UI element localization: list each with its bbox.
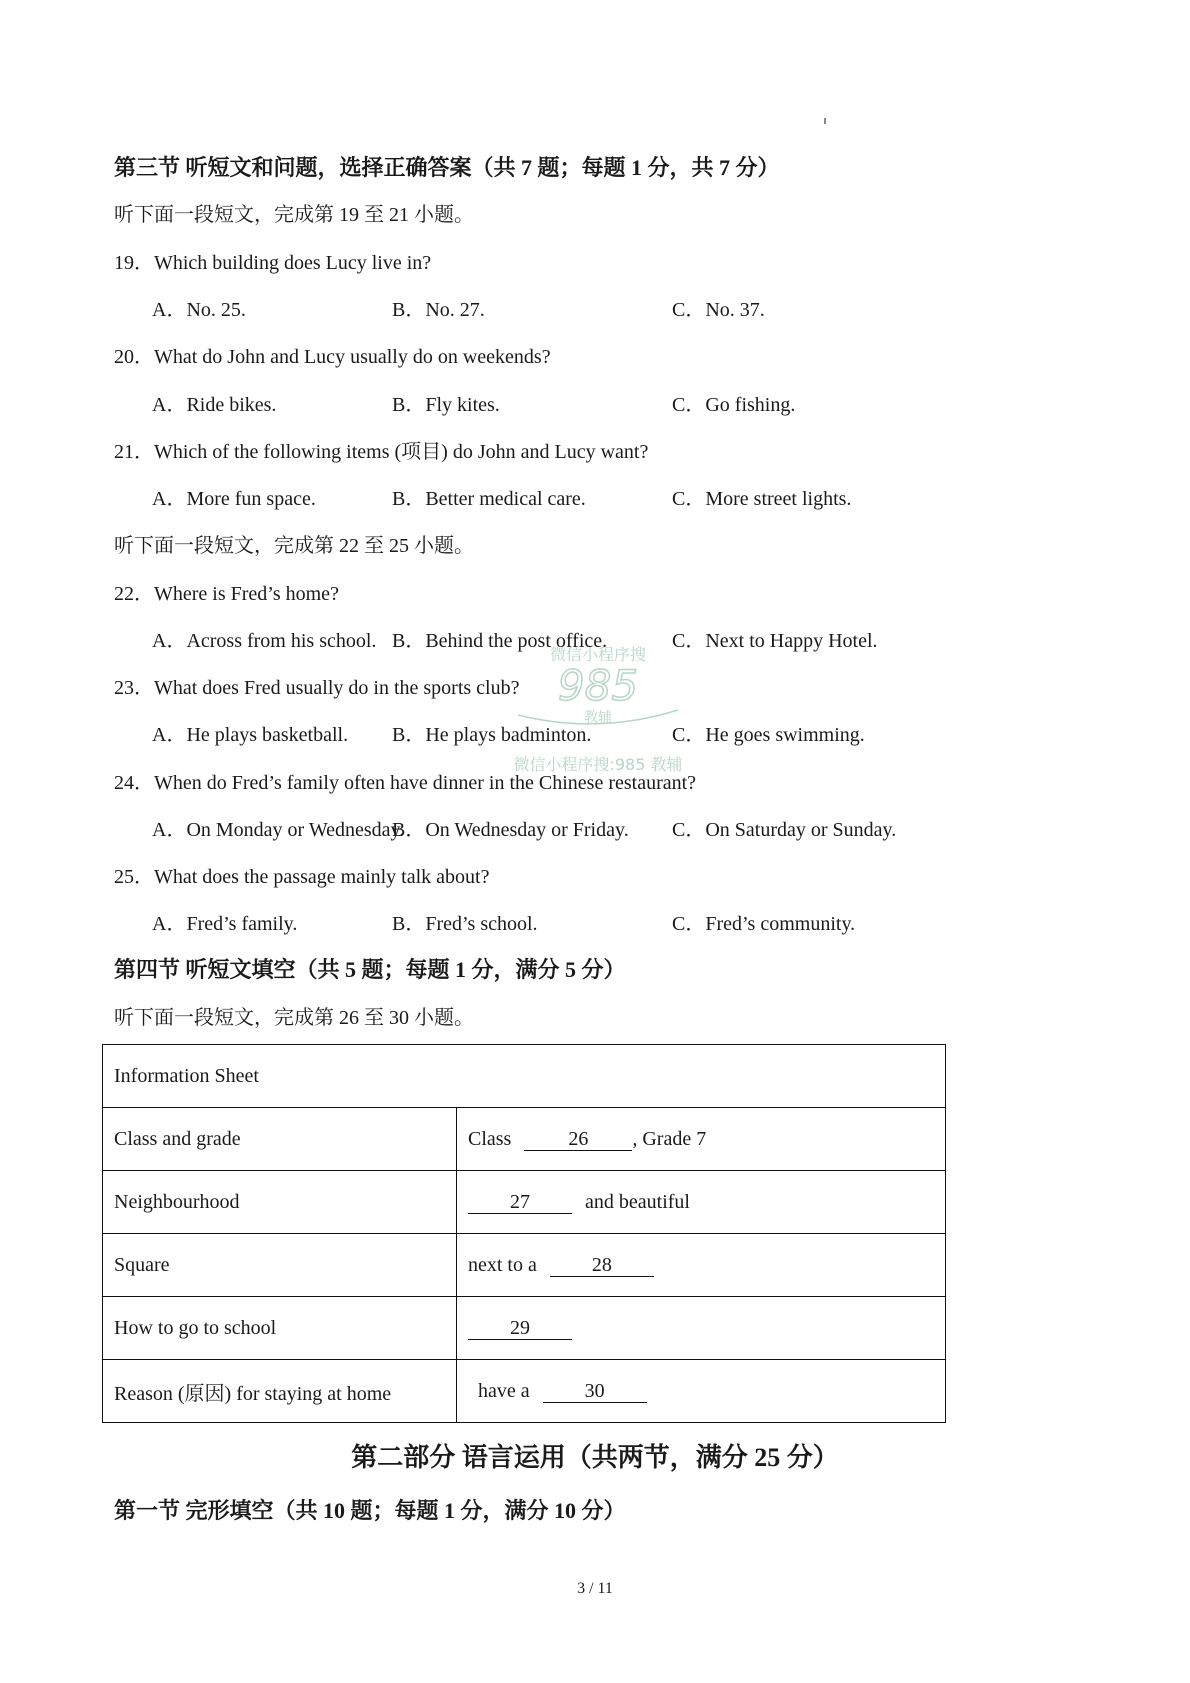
page-number: 3 / 11: [577, 1580, 613, 1597]
option-b: B．Behind the post office.: [392, 630, 608, 652]
table-row: [103, 1360, 946, 1423]
row-label: Reason (原因) for staying at home: [103, 1360, 457, 1423]
row-label: Neighbourhood: [103, 1171, 457, 1234]
question-stem: 19．Which building does Lucy live in?: [114, 252, 432, 274]
section-4-title: 第四节 听短文填空（共 5 题；每题 1 分，满分 5 分）: [114, 957, 626, 982]
option-c: C．He goes swimming.: [672, 724, 865, 746]
table-header: Information Sheet: [103, 1045, 946, 1108]
question-stem: 25．What does the passage mainly talk about?: [114, 866, 490, 888]
value-prefix: Class: [468, 1127, 512, 1150]
svg-text:微信小程序搜:985 教辅: 微信小程序搜:985 教辅: [513, 755, 683, 774]
part-2-title: 第二部分 语言运用（共两节，满分 25 分）: [351, 1443, 839, 1472]
answer-blank-29[interactable]: 29: [468, 1317, 572, 1340]
table-row: [103, 1297, 946, 1360]
svg-text:985: 985: [557, 661, 639, 710]
row-value: [457, 1297, 946, 1360]
svg-text:微信小程序搜: 微信小程序搜: [549, 645, 647, 664]
table-row: [103, 1234, 946, 1297]
row-value: [457, 1360, 946, 1423]
option-a: A．No. 25.: [152, 299, 246, 321]
option-b: B．Better medical care.: [392, 488, 586, 510]
value-prefix: next to a: [468, 1253, 537, 1276]
option-c: C．Next to Happy Hotel.: [672, 630, 878, 652]
row-value: [457, 1234, 946, 1297]
question-stem: 23．What does Fred usually do in the sports club?: [114, 677, 520, 699]
row-value: [457, 1108, 946, 1171]
answer-blank-27[interactable]: 27: [468, 1191, 572, 1214]
option-b: B．On Wednesday or Friday.: [392, 819, 629, 841]
table-row: [103, 1108, 946, 1171]
value-suffix: and beautiful: [585, 1190, 690, 1213]
option-b: B．No. 27.: [392, 299, 485, 321]
answer-blank-28[interactable]: 28: [550, 1254, 654, 1277]
table-row: [103, 1171, 946, 1234]
section-3-intro-1: 听下面一段短文，完成第 19 至 21 小题。: [114, 204, 474, 226]
answer-blank-26[interactable]: 26: [524, 1128, 632, 1151]
question-stem: 22．Where is Fred’s home?: [114, 583, 339, 605]
svg-text:教辅: 教辅: [584, 710, 612, 726]
row-label: Class and grade: [103, 1108, 457, 1171]
option-b: B．Fly kites.: [392, 394, 500, 416]
option-b: B．He plays badminton.: [392, 724, 592, 746]
section-3-intro-2: 听下面一段短文，完成第 22 至 25 小题。: [114, 535, 474, 557]
option-a: A．More fun space.: [152, 488, 316, 510]
section-4-intro: 听下面一段短文，完成第 26 至 30 小题。: [114, 1007, 474, 1029]
option-a: A．He plays basketball.: [152, 724, 349, 746]
option-c: C．More street lights.: [672, 488, 852, 510]
option-c: C．Go fishing.: [672, 394, 796, 416]
question-stem: 20．What do John and Lucy usually do on weekends?: [114, 346, 551, 368]
option-c: C．No. 37.: [672, 299, 765, 321]
section-3-title: 第三节 听短文和问题，选择正确答案（共 7 题；每题 1 分，共 7 分）: [114, 155, 780, 180]
table-header-row: [103, 1045, 946, 1108]
page-mark: [824, 118, 826, 124]
watermark-logo: [498, 640, 698, 790]
information-sheet-table: [102, 1044, 946, 1423]
option-a: A．Ride bikes.: [152, 394, 277, 416]
option-a: A．Fred’s family.: [152, 913, 298, 935]
option-a: A．Across from his school.: [152, 630, 377, 652]
row-value: [457, 1171, 946, 1234]
row-label: Square: [103, 1234, 457, 1297]
part-2-section-1-title: 第一节 完形填空（共 10 题；每题 1 分，满分 10 分）: [114, 1498, 626, 1523]
option-b: B．Fred’s school.: [392, 913, 538, 935]
question-stem: 21．Which of the following items (项目) do John and Lucy want?: [114, 441, 649, 463]
row-label: How to go to school: [103, 1297, 457, 1360]
option-a: A．On Monday or Wednesday.: [152, 819, 405, 841]
option-c: C．On Saturday or Sunday.: [672, 819, 897, 841]
value-prefix: have a: [478, 1379, 530, 1402]
answer-blank-30[interactable]: 30: [543, 1380, 647, 1403]
option-c: C．Fred’s community.: [672, 913, 856, 935]
question-stem: 24．When do Fred’s family often have dinner in the Chinese restaurant?: [114, 772, 697, 794]
value-suffix: , Grade 7: [632, 1127, 707, 1150]
